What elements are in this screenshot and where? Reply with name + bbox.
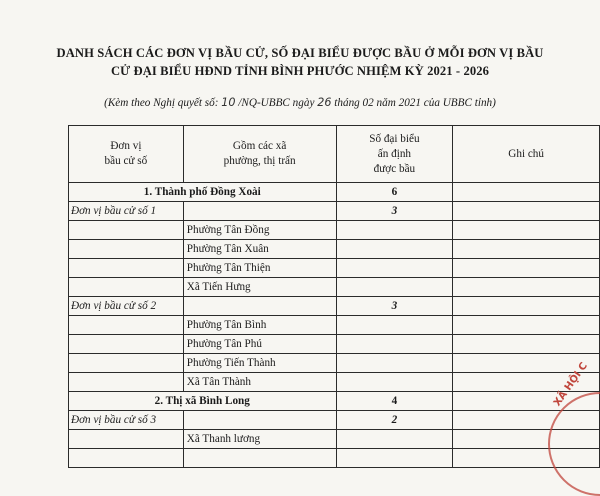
unit-cell	[69, 240, 184, 259]
note-cell	[453, 316, 600, 335]
note-cell	[453, 259, 600, 278]
document-subtitle	[0, 96, 600, 109]
header-unit: Đơn vị bầu cử số	[69, 126, 184, 183]
table-row	[69, 392, 600, 411]
ward-name: Xã Tân Thành	[183, 373, 336, 392]
district-name: 1. Thành phố Đồng Xoài	[69, 183, 337, 202]
count-cell	[336, 354, 453, 373]
table-row	[69, 202, 600, 221]
note-cell	[453, 335, 600, 354]
table-row	[69, 354, 600, 373]
table-row	[69, 411, 600, 430]
subtitle-prefix: (Kèm theo Nghị quyết số:	[104, 97, 219, 109]
note-cell	[453, 183, 600, 202]
note-cell	[453, 297, 600, 316]
ward-name	[183, 449, 336, 468]
delegate-count: 4	[336, 392, 453, 411]
title-line-1: DANH SÁCH CÁC ĐƠN VỊ BẦU CỬ, SỐ ĐẠI BIỂU ĐƯỢC BẦU Ở MỖI ĐƠN VỊ BẦU	[56, 46, 544, 60]
delegate-count: 3	[336, 297, 453, 316]
ward-name: Phường Tiến Thành	[183, 354, 336, 373]
unit-cell	[69, 278, 184, 297]
table-row	[69, 221, 600, 240]
district-name: 2. Thị xã Bình Long	[69, 392, 337, 411]
note-cell	[453, 202, 600, 221]
table-row	[69, 316, 600, 335]
unit-cell	[69, 449, 184, 468]
unit-cell	[69, 430, 184, 449]
table-row	[69, 183, 600, 202]
unit-cell	[69, 354, 184, 373]
delegate-count: 3	[336, 202, 453, 221]
ward-cell	[183, 297, 336, 316]
unit-cell	[69, 316, 184, 335]
resolution-number: 10	[221, 96, 236, 109]
note-cell	[453, 221, 600, 240]
table-row	[69, 335, 600, 354]
header-wards: Gồm các xã phường, thị trấn	[183, 126, 336, 183]
header-delegates: Số đại biểu ấn định được bầu	[336, 126, 453, 183]
unit-cell	[69, 221, 184, 240]
count-cell	[336, 335, 453, 354]
electoral-units-table	[68, 125, 600, 468]
unit-cell	[69, 335, 184, 354]
table-row	[69, 278, 600, 297]
unit-cell	[69, 373, 184, 392]
count-cell	[336, 449, 453, 468]
subtitle-mid: /NQ-UBBC ngày	[238, 97, 315, 109]
unit-name: Đơn vị bầu cử số 1	[69, 202, 184, 221]
ward-name: Xã Thanh lương	[183, 430, 336, 449]
ward-name: Phường Tân Đồng	[183, 221, 336, 240]
note-cell	[453, 278, 600, 297]
unit-cell	[69, 259, 184, 278]
table-row	[69, 297, 600, 316]
header-notes: Ghi chú	[453, 126, 600, 183]
table-row	[69, 430, 600, 449]
title-line-2: CỬ ĐẠI BIỂU HĐND TỈNH BÌNH PHƯỚC NHIỆM KỲ 2021 - 2026	[110, 64, 490, 78]
unit-name: Đơn vị bầu cử số 3	[69, 411, 184, 430]
table-row	[69, 240, 600, 259]
subtitle-suffix: tháng 02 năm 2021 của UBBC tỉnh)	[334, 97, 496, 109]
ward-name: Xã Tiến Hưng	[183, 278, 336, 297]
count-cell	[336, 316, 453, 335]
seal-text: XÃ HỘI C	[552, 360, 590, 409]
ward-cell	[183, 411, 336, 430]
count-cell	[336, 240, 453, 259]
ward-name: Phường Tân Bình	[183, 316, 336, 335]
unit-name: Đơn vị bầu cử số 2	[69, 297, 184, 316]
count-cell	[336, 373, 453, 392]
table-row	[69, 449, 600, 468]
ward-name: Phường Tân Thiện	[183, 259, 336, 278]
resolution-day: 26	[317, 96, 332, 109]
count-cell	[336, 259, 453, 278]
delegate-count: 2	[336, 411, 453, 430]
ward-cell	[183, 202, 336, 221]
count-cell	[336, 430, 453, 449]
count-cell	[336, 278, 453, 297]
delegate-count: 6	[336, 183, 453, 202]
note-cell	[453, 240, 600, 259]
table-header-row	[69, 126, 600, 183]
count-cell	[336, 221, 453, 240]
table-row	[69, 259, 600, 278]
ward-name: Phường Tân Phú	[183, 335, 336, 354]
document-title	[0, 44, 600, 80]
ward-name: Phường Tân Xuân	[183, 240, 336, 259]
table-row	[69, 373, 600, 392]
